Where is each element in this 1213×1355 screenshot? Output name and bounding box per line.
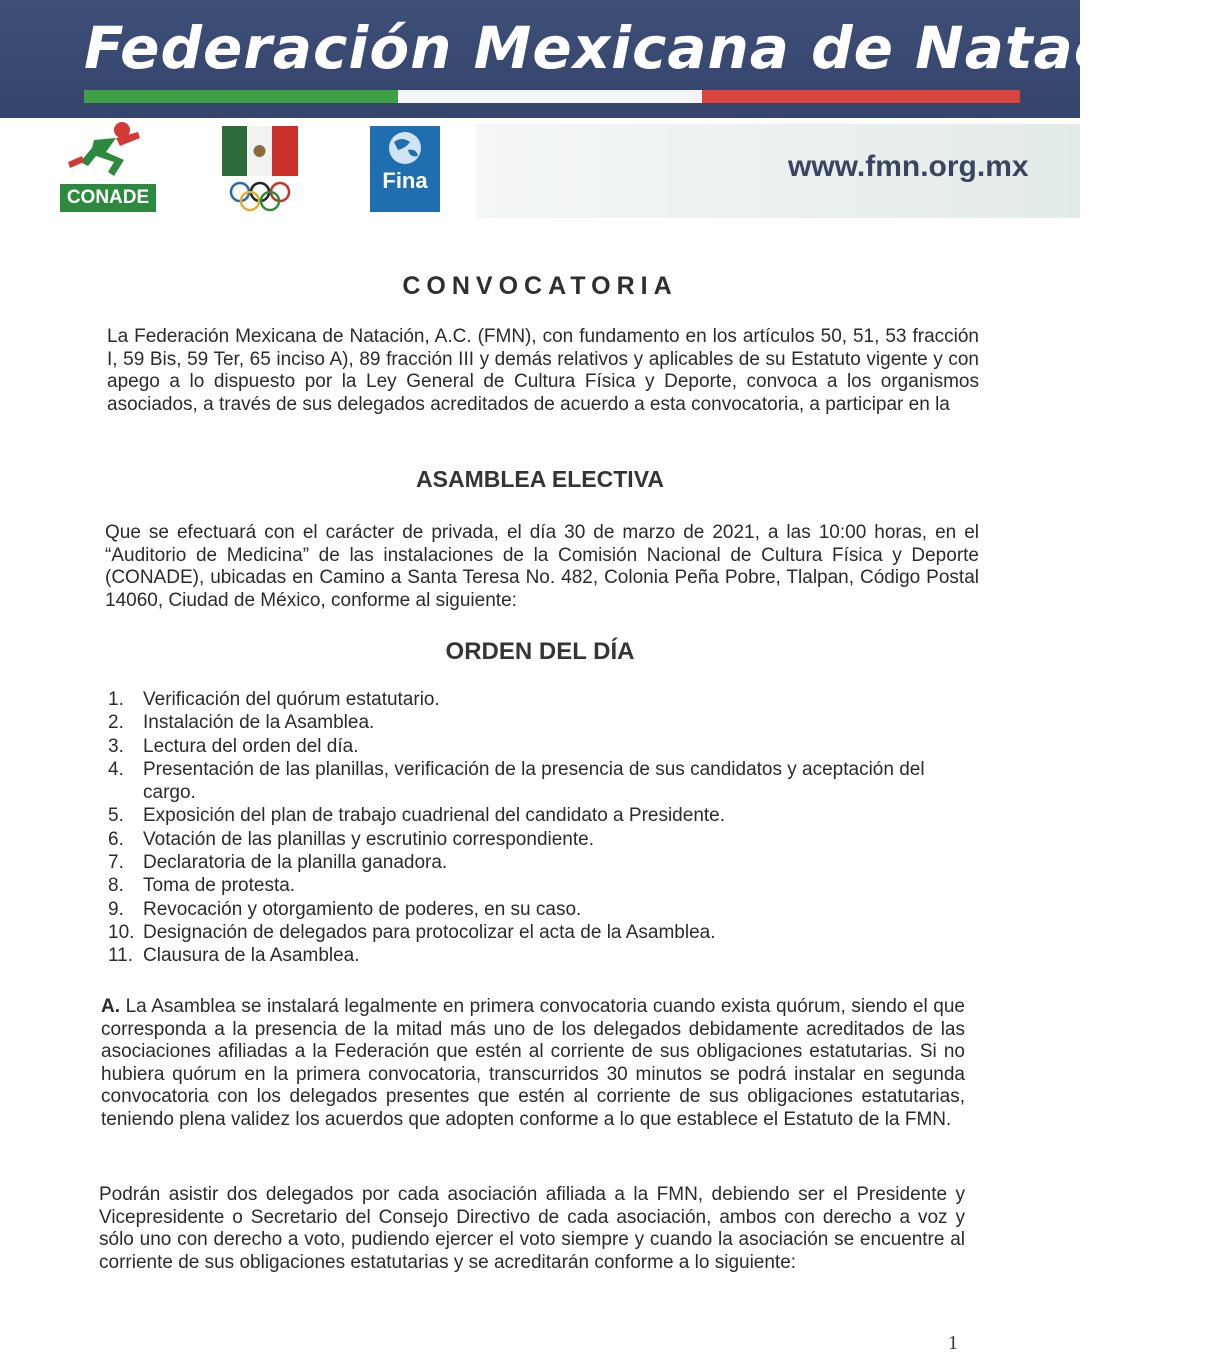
agenda-item-number: 7. (108, 852, 124, 874)
clause-a-text: La Asamblea se instalará legalmente en primera convocatoria cuando exista quórum, siendo el que corresponda a la presencia de la mitad más uno de los delegados debidamente acreditados de las asociaciones afiliadas a la Federación que estén al corriente de sus obligaciones estatutarias. Si no hubiera quórum en la primera convocatoria, transcurridos 30 minutos se podrá instalar en segunda convocatoria con los delegados presentes que estén al corriente de sus obligaciones estatutarias, teniendo plena validez los acuerdos que adopten conforme a lo que establece el Estatuto de la FMN. (101, 996, 965, 1130)
federation-title: Federación Mexicana de Natación (84, 14, 1213, 82)
agenda-item-text: Designación de delegados para protocolizar el acta de la Asamblea. (143, 921, 716, 943)
agenda-item-number: 2. (108, 712, 124, 734)
agenda-item (108, 874, 980, 897)
mexico-olympic-flag-icon (222, 126, 298, 214)
agenda-item (108, 921, 980, 944)
agenda-item (108, 828, 980, 851)
agenda-item (108, 851, 980, 874)
agenda-item (108, 804, 980, 827)
agenda-item-number: 3. (108, 735, 124, 757)
agenda-item-text: Revocación y otorgamiento de poderes, en su caso. (143, 898, 582, 920)
agenda-item (108, 898, 980, 921)
delegates-paragraph: Podrán asistir dos delegados por cada asociación afiliada a la FMN, debiendo ser el Presidente y Vicepresidente o Secretario del Consejo Directivo de cada asociación, ambos con derecho a voz y sólo uno con derecho a voto, pudiendo ejercer el voto siempre y cuando la asociación se encuentre al corriente de sus obligaciones estatutarias y se acreditarán conforme a lo siguiente: (99, 1184, 965, 1273)
agenda-item-number: 4. (108, 758, 124, 780)
flag-stripe-red (702, 90, 1020, 103)
agenda-item-number: 5. (108, 805, 124, 827)
agenda-item (108, 758, 980, 805)
agenda-item-number: 8. (108, 875, 124, 897)
agenda-item-text: Declaratoria de la planilla ganadora. (143, 852, 448, 874)
agenda-item-text: Verificación del quórum estatutario. (143, 689, 440, 710)
agenda-item-text: Lectura del orden del día. (143, 735, 359, 757)
agenda-item (108, 944, 980, 967)
clause-a-letter: A. (101, 996, 120, 1017)
header-banner (0, 0, 1213, 118)
runner-icon (60, 122, 156, 184)
agenda-item-text: Exposición del plan de trabajo cuadrienal del candidato a Presidente. (143, 805, 726, 827)
agenda-item-text: Clausura de la Asamblea. (143, 945, 360, 967)
agenda-list (108, 688, 980, 968)
flag-stripe-green (84, 90, 398, 103)
agenda-item-number: 11. (108, 945, 134, 967)
agenda-item-text: Toma de protesta. (143, 875, 296, 897)
agenda-item-text: Instalación de la Asamblea. (143, 712, 375, 734)
document-title: CONVOCATORIA (402, 272, 678, 300)
fina-logo (370, 126, 440, 212)
page-number: 1 (948, 1332, 958, 1354)
agenda-title: ORDEN DEL DÍA (445, 638, 635, 665)
agenda-item-number: 6. (108, 828, 124, 850)
conade-label: CONADE (60, 184, 156, 212)
globe-icon (370, 126, 440, 170)
fina-label: Fina (382, 168, 428, 193)
agenda-item-text: Presentación de las planillas, verificación de la presencia de sus candidatos y aceptación del cargo. (143, 758, 925, 804)
agenda-item (108, 688, 980, 711)
conade-logo (60, 122, 156, 212)
agenda-item-number: 9. (108, 898, 124, 920)
intro-paragraph: La Federación Mexicana de Natación, A.C. (FMN), con fundamento en los artículos 50, 51, 53 fracción I, 59 Bis, 59 Ter, 65 inciso A), 89 fracción III y demás relativos y aplicables de su Estatuto vigente y con apego a lo dispuesto por la Ley General de Cultura Física y Deporte, convoca a los organismos asociados, a través de sus delegados acreditados de acuerdo a esta convocatoria, a participar en la (107, 326, 979, 415)
agenda-item (108, 711, 980, 734)
website-link[interactable]: www.fmn.org.mx (788, 150, 1029, 183)
agenda-item-number: 10. (108, 921, 135, 943)
assembly-title: ASAMBLEA ELECTIVA (416, 466, 664, 492)
flag-stripe-white (398, 90, 702, 103)
agenda-item (108, 735, 980, 758)
assembly-details-paragraph: Que se efectuará con el carácter de privada, el día 30 de marzo de 2021, a las 10:00 horas, en el “Auditorio de Medicina” de las instalaciones de la Comisión Nacional de Cultura Física y Deporte (CONADE), ubicadas en Camino a Santa Teresa No. 482, Colonia Peña Pobre, Tlalpan, Código Postal 14060, Ciudad de México, conforme al siguiente: (105, 522, 979, 611)
agenda-item-text: Votación de las planillas y escrutinio correspondiente. (143, 828, 594, 850)
agenda-item-number: 1. (108, 689, 124, 710)
clause-a-paragraph (101, 996, 965, 1132)
